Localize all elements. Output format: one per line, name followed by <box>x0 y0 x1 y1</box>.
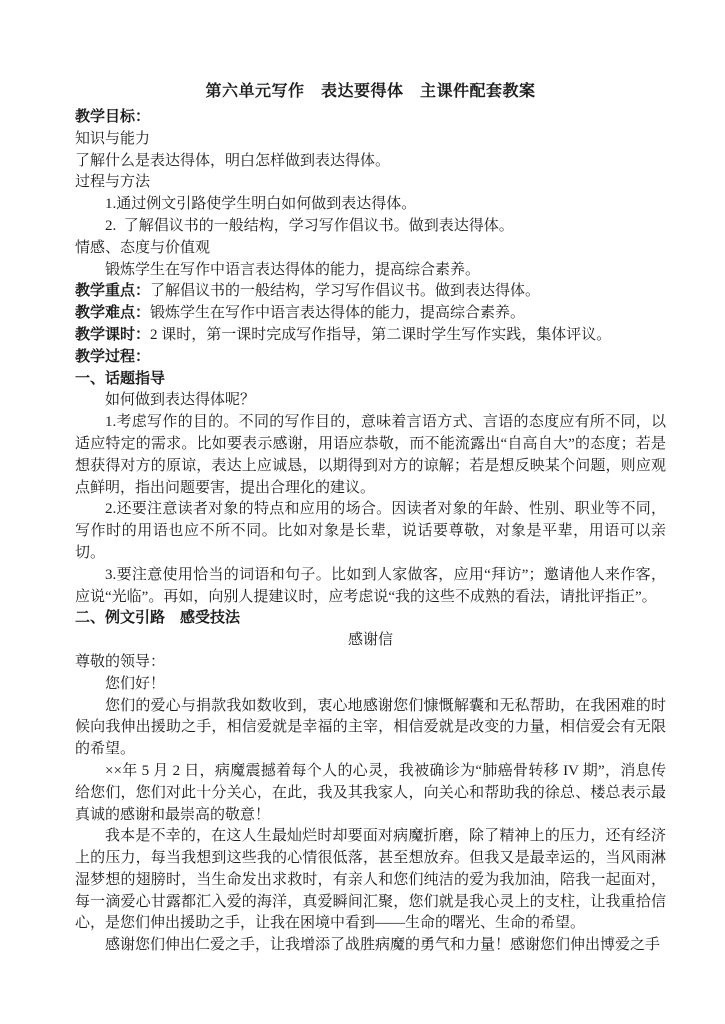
topic-guide-heading: 一、话题指导 <box>75 370 166 387</box>
goals-heading: 教学目标： <box>75 109 151 125</box>
goals-knowledge-label: 知识与能力 <box>75 130 151 147</box>
goals-knowledge-text: 了解什么是表达得体，明白怎样做到表达得体。 <box>75 152 391 169</box>
example-section-heading: 二、例文引路 感受技法 <box>75 610 241 627</box>
key-point-line <box>75 281 666 303</box>
key-point-text: 了解倡议书的一般结构，学习写作倡议书。做到表达得体。 <box>150 283 541 300</box>
topic-guide-point-3: 3.要注意使用恰当的词语和句子。比如到人家做客，应用“拜访”；邀请他人来作客，应说“光临”。再如，向别人提建议时，应考虑说“我的这些不成熟的看法，请批评指正”。 <box>75 566 666 605</box>
letter-paragraph-2: ××年 5 月 2 日，病魔震撼着每个人的心灵，我被确诊为“肺癌骨转移 IV 期”，消息传给您们，您们对此十分关心，在此，我及其我家人，向关心和帮助我的徐总、楼总表示最真诚的感谢和最崇高的敬意！ <box>75 762 666 823</box>
goals-process-item-1: 1.通过例文引路使学生明白如何做到表达得体。 <box>105 196 417 213</box>
goals-process-item-2: 2. 了解倡议书的一般结构，学习写作倡议书。做到表达得体。 <box>105 217 514 234</box>
letter-paragraph-1: 您们的爱心与捐款我如数收到，衷心地感谢您们慷慨解囊和无私帮助，在我困难的时候向我伸出援助之手，相信爱就是幸福的主宰，相信爱就是改变的力量，相信爱会有无限的希望。 <box>75 697 666 758</box>
class-hours-line <box>75 325 666 347</box>
topic-guide-point-1: 1.考虑写作的目的。不同的写作目的，意味着言语方式、言语的态度应有所不同，以适应特定的需求。比如要表示感谢，用语应恭敬，而不能流露出“自高自大”的态度；若是想获得对方的原谅，表达上应诚恳，以期得到对方的谅解；若是想反映某个问题，则应观点鲜明，指出问题要害，提出合理化的建议。 <box>75 414 666 496</box>
class-hours-text: 2 课时，第一课时完成写作指导，第二课时学生写作实践，集体评议。 <box>150 326 612 343</box>
letter-title: 感谢信 <box>347 632 393 649</box>
difficulty-text: 锻炼学生在写作中语言表达得体的能力，提高综合素养。 <box>150 305 526 322</box>
goals-emotion-text: 锻炼学生在写作中语言表达得体的能力，提高综合素养。 <box>105 261 481 278</box>
goals-emotion-label: 情感、态度与价值观 <box>75 239 211 256</box>
topic-guide-point-2: 2.还要注意读者对象的特点和应用的场合。因读者对象的年龄、性别、职业等不同，写作时的用语也应不所不同。比如对象是长辈，说话要尊敬，对象是平辈，用语可以亲切。 <box>75 501 666 561</box>
difficulty-label: 教学难点： <box>75 305 151 322</box>
letter-salutation: 尊敬的领导： <box>75 653 166 670</box>
topic-guide-lead: 如何做到表达得体呢？ <box>105 392 256 409</box>
letter-paragraph-3: 我本是不幸的，在这人生最灿烂时却要面对病魔折磨，除了精神上的压力，还有经济上的压力，每当我想到这些我的心情很低落，甚至想放弃。但我又是最幸运的，当风雨淋湿梦想的翅膀时，当生命发出求救时，有亲人和您们纯洁的爱为我加油，陪我一起面对，每一滴爱心甘露都汇入爱的海洋，真爱瞬间汇聚，您们就是我心灵上的支柱，让我重拾信心，是您们伸出援助之手，让我在困境中看到——生命的曙光、生命的希望。 <box>75 828 666 932</box>
class-hours-label: 教学课时： <box>75 326 151 343</box>
letter-paragraph-4: 感谢您们伸出仁爱之手，让我增添了战胜病魔的勇气和力量！感谢您们伸出博爱之手 <box>105 937 661 954</box>
goals-process-label: 过程与方法 <box>75 174 151 191</box>
letter-greeting: 您们好！ <box>105 675 166 692</box>
document-title: 第六单元写作 表达要得体 主课件配套教案 <box>205 83 536 100</box>
key-point-label: 教学重点： <box>75 283 151 300</box>
difficulty-line <box>75 303 666 325</box>
process-heading: 教学过程： <box>75 348 151 365</box>
